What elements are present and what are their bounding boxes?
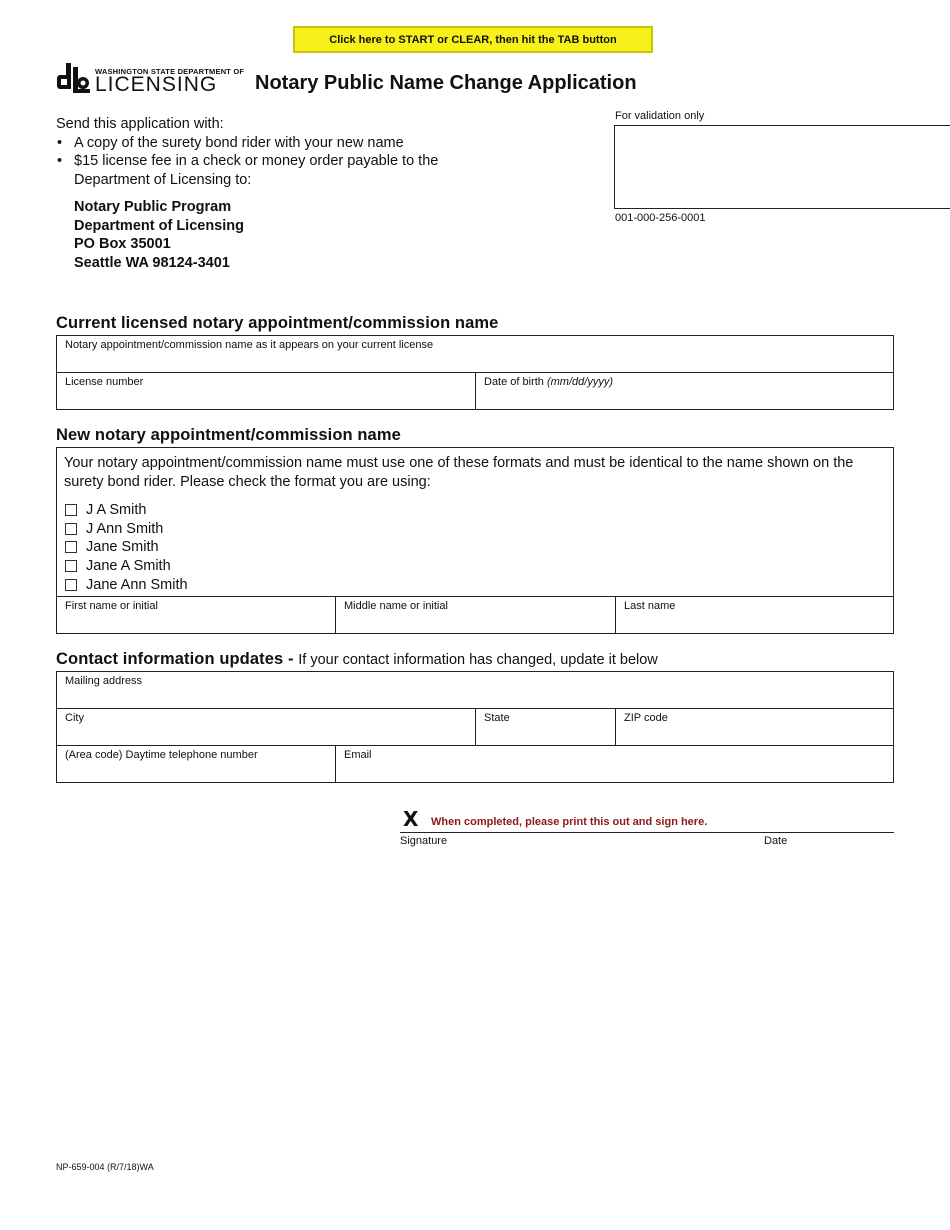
format-checkbox[interactable]	[65, 523, 77, 535]
date-label: Date	[764, 835, 788, 847]
signature-label: Signature	[400, 835, 448, 847]
zip-field[interactable]	[615, 708, 894, 746]
city-label: City	[65, 712, 84, 724]
format-option-label: J A Smith	[86, 502, 147, 518]
dob-input[interactable]	[482, 391, 887, 407]
license-number-label: License number	[65, 376, 144, 388]
first-name-input[interactable]	[63, 615, 329, 631]
format-checkbox[interactable]	[65, 504, 77, 516]
format-option-label: J Ann Smith	[86, 521, 164, 537]
phone-field[interactable]	[56, 745, 336, 783]
format-option-label: Jane Smith	[86, 539, 159, 555]
signature-x-mark: X	[403, 807, 419, 831]
address-line: PO Box 35001	[74, 236, 171, 253]
current-name-label: Notary appointment/commission name as it appears on your current license	[65, 339, 434, 351]
mailing-address-label: Mailing address	[65, 675, 143, 687]
contact-heading	[56, 650, 658, 669]
validation-code: 001-000-256-0001	[615, 212, 706, 224]
start-clear-button[interactable]: Click here to START or CLEAR, then hit the TAB button	[293, 26, 653, 53]
signature-line	[400, 832, 894, 833]
dob-field[interactable]	[475, 372, 894, 410]
new-name-heading: New notary appointment/commission name	[56, 426, 401, 444]
format-option[interactable]	[65, 520, 163, 538]
license-number-input[interactable]	[63, 391, 469, 407]
mailing-address-block	[74, 198, 244, 272]
contact-heading-title: Contact information updates -	[56, 650, 294, 668]
format-checkbox[interactable]	[65, 560, 77, 572]
first-name-label: First name or initial	[65, 600, 158, 612]
logo-top-text: WASHINGTON STATE DEPARTMENT OF	[95, 67, 245, 76]
license-number-field[interactable]	[56, 372, 476, 410]
first-name-field[interactable]	[56, 596, 336, 634]
form-code: NP-659-004 (R/7/18)WA	[56, 1162, 154, 1172]
address-line: Seattle WA 98124-3401	[74, 254, 230, 271]
new-name-instructions: Your notary appointment/commission name must use one of these formats and must be identical to the name shown on the surety bond rider. Please check the format you are using:	[64, 455, 854, 490]
last-name-input[interactable]	[622, 615, 887, 631]
state-label: State	[484, 712, 510, 724]
mailing-address-field[interactable]	[56, 671, 894, 709]
middle-name-field[interactable]	[335, 596, 616, 634]
middle-name-label: Middle name or initial	[344, 600, 448, 612]
address-line: Department of Licensing	[74, 217, 244, 234]
validation-box	[614, 125, 950, 209]
zip-label: ZIP code	[624, 712, 668, 724]
email-input[interactable]	[342, 764, 887, 780]
state-input[interactable]	[482, 727, 609, 743]
current-name-field[interactable]	[56, 335, 894, 373]
intro-text	[56, 115, 444, 189]
mailing-address-input[interactable]	[63, 690, 887, 706]
intro-lead: Send this application with:	[56, 116, 224, 132]
signature-note: When completed, please print this out and sign here.	[431, 816, 708, 828]
address-line: Notary Public Program	[74, 199, 232, 215]
format-option-label: Jane Ann Smith	[86, 577, 188, 593]
state-field[interactable]	[475, 708, 616, 746]
zip-input[interactable]	[622, 727, 887, 743]
dol-logo	[56, 62, 245, 96]
city-field[interactable]	[56, 708, 476, 746]
format-option[interactable]	[65, 576, 188, 594]
format-option[interactable]	[65, 557, 171, 575]
last-name-label: Last name	[624, 600, 676, 612]
email-field[interactable]	[335, 745, 894, 783]
dob-format: (mm/dd/yyyy)	[546, 376, 613, 388]
validation-label: For validation only	[615, 110, 705, 122]
format-option[interactable]	[65, 538, 159, 556]
format-checkbox[interactable]	[65, 541, 77, 553]
email-label: Email	[344, 749, 372, 761]
format-option[interactable]	[65, 501, 146, 519]
dol-logo-icon	[56, 63, 92, 95]
format-checkbox[interactable]	[65, 579, 77, 591]
last-name-field[interactable]	[615, 596, 894, 634]
dob-label: Date of birth	[484, 376, 544, 388]
logo-main-text: LICENSING	[95, 73, 218, 96]
format-option-label: Jane A Smith	[86, 558, 171, 574]
current-name-heading: Current licensed notary appointment/commission name	[56, 314, 499, 332]
intro-item: • A copy of the surety bond rider with your new name	[56, 134, 444, 153]
page-title: Notary Public Name Change Application	[255, 72, 637, 94]
intro-item: • $15 license fee in a check or money order payable to the Department of Licensing to:	[56, 152, 444, 189]
current-name-input[interactable]	[63, 354, 887, 370]
phone-input[interactable]	[63, 764, 329, 780]
city-input[interactable]	[63, 727, 469, 743]
contact-heading-subtitle: If your contact information has changed, update it below	[298, 652, 658, 668]
middle-name-input[interactable]	[342, 615, 609, 631]
phone-label: (Area code) Daytime telephone number	[65, 749, 258, 761]
